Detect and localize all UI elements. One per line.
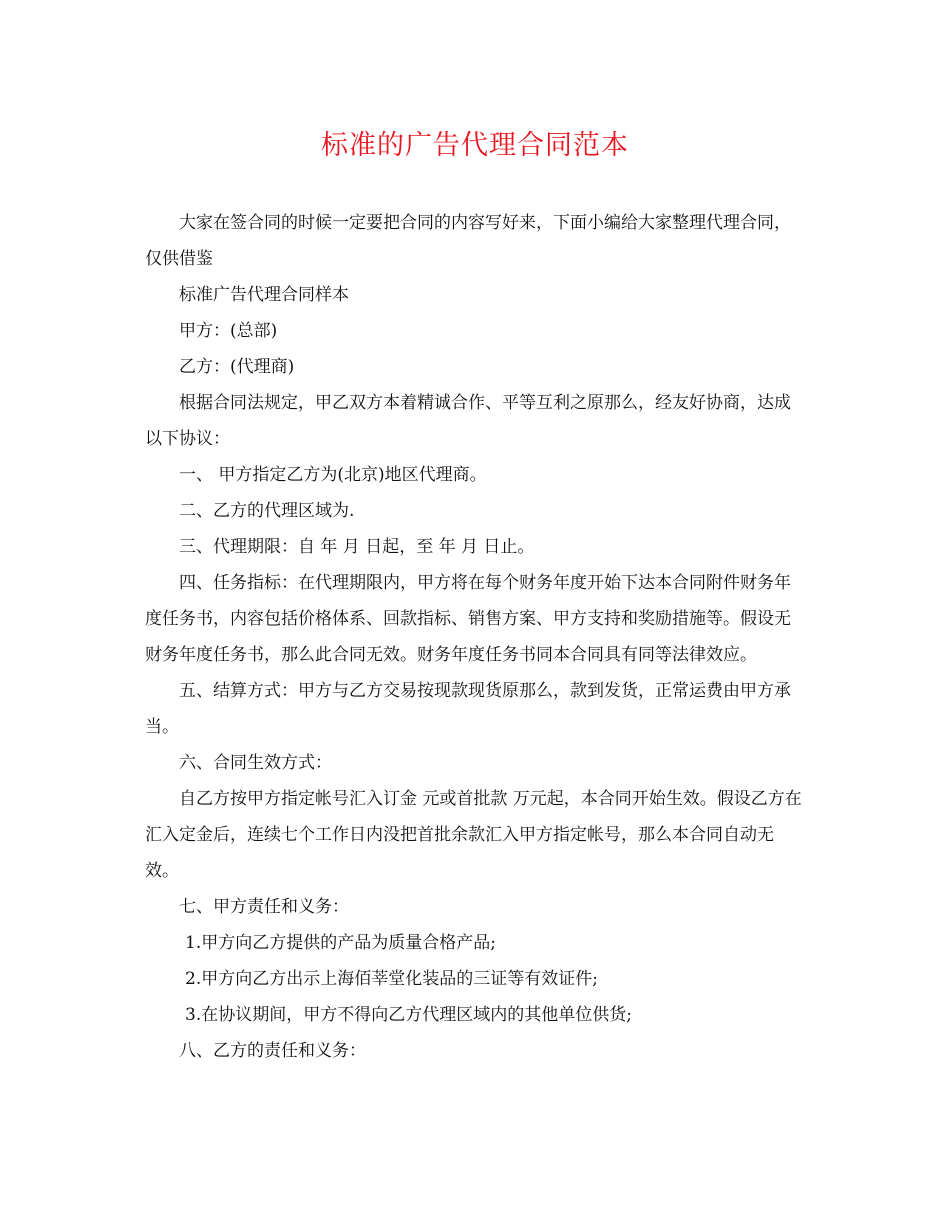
paragraph-clause-4: 四、任务指标：在代理期限内，甲方将在每个财务年度开始下达本合同附件财务年度任务书，内容包括价格体系、回款指标、销售方案、甲方支持和奖励措施等。假设无财务年度任务书，那么此合同无效。财务年度任务书同本合同具有同等法律效应。 [145, 573, 791, 665]
paragraph-clause-5: 五、结算方式：甲方与乙方交易按现款现货原那么，款到发货，正常运费由甲方承当。 [145, 681, 791, 737]
paragraph-clause-7-item-3: 3.在协议期间，甲方不得向乙方代理区域内的其他单位供货; [185, 1005, 632, 1025]
paragraph-intro: 大家在签合同的时候一定要把合同的内容写好来，下面小编给大家整理代理合同，仅供借鉴 [145, 213, 791, 269]
document-body [145, 205, 805, 1069]
paragraph-sample-heading: 标准广告代理合同样本 [179, 285, 349, 305]
paragraph-clause-2: 二、乙方的代理区域为. [179, 501, 355, 521]
paragraph-clause-8: 八、乙方的责任和义务： [179, 1041, 366, 1061]
paragraph-party-a: 甲方：(总部) [179, 321, 278, 341]
paragraph-clause-7: 七、甲方责任和义务： [179, 897, 349, 917]
paragraph-preamble: 根据合同法规定，甲乙双方本着精诚合作、平等互利之原那么，经友好协商，达成以下协议： [145, 393, 791, 449]
paragraph-clause-7-item-2: 2.甲方向乙方出示上海佰莘堂化装品的三证等有效证件; [185, 969, 598, 989]
paragraph-party-b: 乙方：(代理商) [179, 357, 295, 377]
paragraph-clause-3: 三、代理期限：自 年 月 日起，至 年 月 日止。 [179, 537, 535, 557]
paragraph-clause-7-item-1: 1.甲方向乙方提供的产品为质量合格产品; [185, 933, 496, 953]
document-title: 标准的广告代理合同范本 [321, 130, 629, 161]
paragraph-clause-1: 一、 甲方指定乙方为(北京)地区代理商。 [179, 465, 487, 485]
paragraph-clause-6: 六、合同生效方式： [179, 753, 332, 773]
paragraph-clause-6-detail: 自乙方按甲方指定帐号汇入订金 元或首批款 万元起，本合同开始生效。假设乙方在汇入定金后，连续七个工作日内没把首批余款汇入甲方指定帐号，那么本合同自动无效。 [145, 789, 802, 881]
